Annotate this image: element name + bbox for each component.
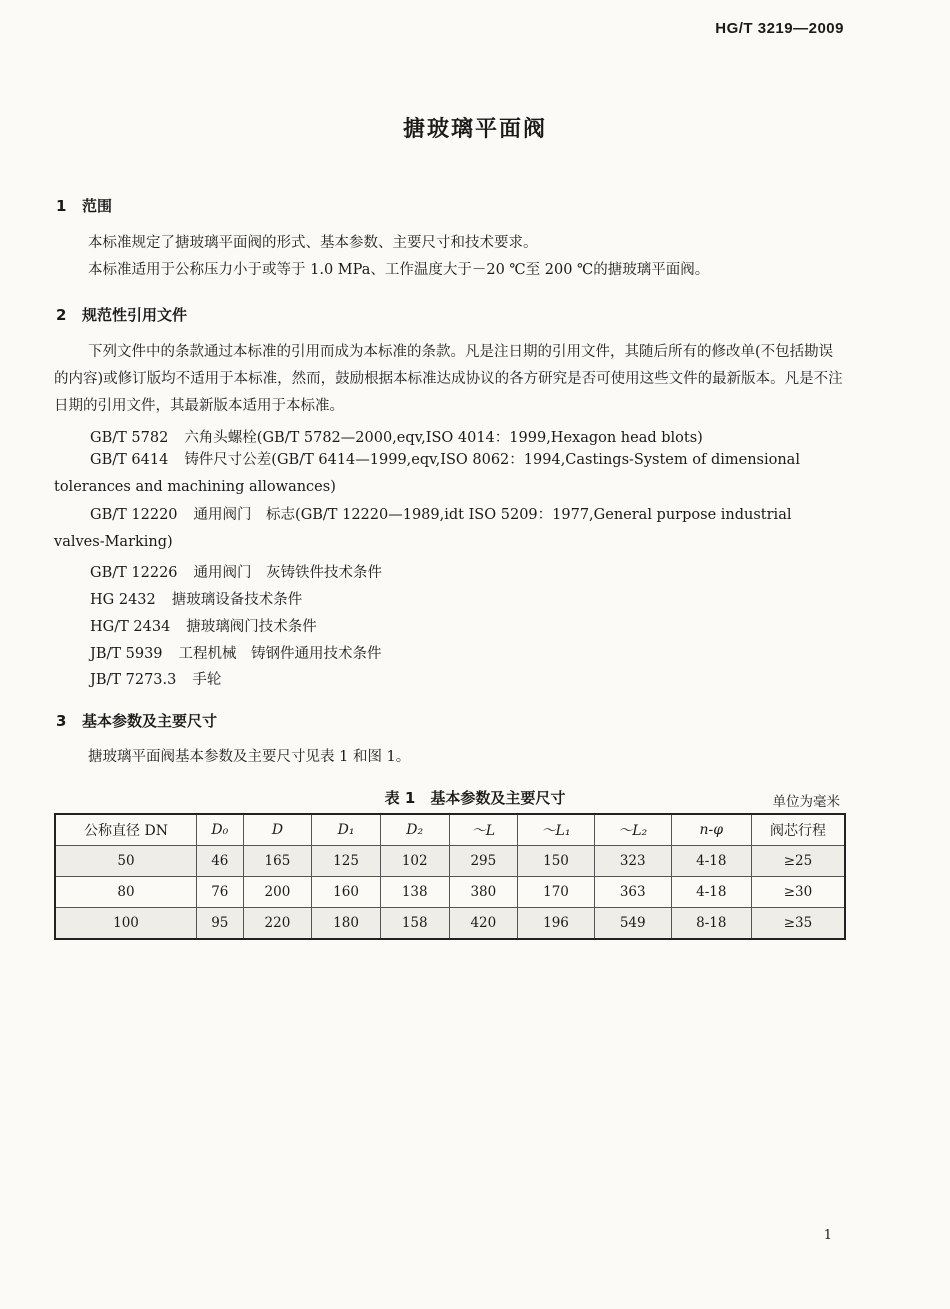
reference-item xyxy=(90,561,382,582)
table-cell: 295 xyxy=(449,846,518,877)
table-cell: 196 xyxy=(518,908,595,940)
table-cell: 100 xyxy=(55,908,197,940)
table-cell: 4-18 xyxy=(671,877,751,908)
table-cell: 46 xyxy=(197,846,244,877)
column-header: D₂ xyxy=(380,814,449,846)
column-header: ～L xyxy=(449,814,518,846)
table-cell: ≥35 xyxy=(752,908,846,940)
reference-code: HG/T 2434 xyxy=(90,619,171,635)
reference-item xyxy=(90,642,382,663)
table-cell: ≥30 xyxy=(752,877,846,908)
column-header: D₀ xyxy=(197,814,244,846)
table-cell: 80 xyxy=(55,877,197,908)
table-cell: 102 xyxy=(380,846,449,877)
section-title: 范围 xyxy=(82,197,113,215)
table-cell: 50 xyxy=(55,846,197,877)
reference-title: 手轮 xyxy=(192,672,222,688)
column-header: ～L₁ xyxy=(518,814,595,846)
table-caption: 表 1 基本参数及主要尺寸 xyxy=(384,789,566,807)
table-cell: 160 xyxy=(312,877,381,908)
column-header: D xyxy=(243,814,312,846)
standard-code: HG/T 3219—2009 xyxy=(715,20,844,37)
table-cell: 8-18 xyxy=(671,908,751,940)
table-cell: 220 xyxy=(243,908,312,940)
section-title: 规范性引用文件 xyxy=(82,306,188,324)
reference-item xyxy=(54,447,846,501)
table-cell: 380 xyxy=(449,877,518,908)
reference-item xyxy=(90,668,221,689)
section-number: 1 xyxy=(56,197,67,215)
paragraph: 下列文件中的条款通过本标准的引用而成为本标准的条款。凡是注日期的引用文件，其随后所有的修改单(不包括勘误的内容)或修订版均不适用于本标准，然而，鼓励根据本标准达成协议的各方研究是否可使用这些文件的最新版本。凡是不注日期的引用文件，其最新版本适用于本标准。 xyxy=(54,344,843,414)
reference-code: HG 2432 xyxy=(90,592,156,608)
section-2-heading xyxy=(56,304,187,325)
table-cell: 4-18 xyxy=(671,846,751,877)
section-3-heading xyxy=(56,710,217,731)
reference-title: 工程机械 铸钢件通用技术条件 xyxy=(178,646,382,662)
table-header-row xyxy=(55,814,845,846)
page-number: 1 xyxy=(823,1228,832,1243)
table-cell: 420 xyxy=(449,908,518,940)
table-row xyxy=(55,877,845,908)
table-cell: 363 xyxy=(594,877,671,908)
reference-title: 搪玻璃设备技术条件 xyxy=(171,592,303,608)
table-cell: 170 xyxy=(518,877,595,908)
column-header: D₁ xyxy=(312,814,381,846)
reference-title: 通用阀门 标志(GB/T 12220—1989,idt ISO 5209：1977,General purpose industrial valves-Marking) xyxy=(54,507,792,550)
section-1-heading xyxy=(56,195,112,216)
reference-code: GB/T 5782 xyxy=(90,430,169,446)
table-cell: 180 xyxy=(312,908,381,940)
table-cell: 165 xyxy=(243,846,312,877)
table-cell: 76 xyxy=(197,877,244,908)
table-cell: 95 xyxy=(197,908,244,940)
table-cell: 549 xyxy=(594,908,671,940)
reference-code: JB/T 5939 xyxy=(90,646,163,662)
reference-title: 铸件尺寸公差(GB/T 6414—1999,eqv,ISO 8062：1994,Castings-System of dimensional tolerances and machining allowances) xyxy=(54,452,800,495)
table-cell: 323 xyxy=(594,846,671,877)
column-header: 公称直径 DN xyxy=(55,814,197,846)
reference-title: 通用阀门 灰铸铁件技术条件 xyxy=(193,565,383,581)
reference-code: GB/T 12220 xyxy=(90,507,178,523)
paragraph: 搪玻璃平面阀基本参数及主要尺寸见表 1 和图 1。 xyxy=(88,749,411,765)
reference-title: 搪玻璃阀门技术条件 xyxy=(186,619,317,635)
reference-item xyxy=(54,502,846,556)
reference-code: GB/T 12226 xyxy=(90,565,178,581)
section-title: 基本参数及主要尺寸 xyxy=(82,712,218,730)
table-cell: 125 xyxy=(312,846,381,877)
paragraph: 本标准适用于公称压力小于或等于 1.0 MPa、工作温度大于－20 ℃至 200 ℃的搪玻璃平面阀。 xyxy=(88,262,710,278)
reference-item xyxy=(90,426,703,447)
reference-item xyxy=(90,615,317,636)
section-number: 3 xyxy=(56,712,67,730)
paragraph: 本标准规定了搪玻璃平面阀的形式、基本参数、主要尺寸和技术要求。 xyxy=(88,235,538,251)
table-unit: 单位为毫米 xyxy=(772,794,840,810)
reference-item xyxy=(90,588,302,609)
table-cell: 138 xyxy=(380,877,449,908)
reference-code: GB/T 6414 xyxy=(90,452,169,468)
column-header: ～L₂ xyxy=(594,814,671,846)
document-title: 搪玻璃平面阀 xyxy=(402,117,547,142)
table-cell: 200 xyxy=(243,877,312,908)
reference-code: JB/T 7273.3 xyxy=(90,672,177,688)
table-cell: 158 xyxy=(380,908,449,940)
section-number: 2 xyxy=(56,306,67,324)
table-cell: ≥25 xyxy=(752,846,846,877)
table-row xyxy=(55,908,845,940)
parameters-table xyxy=(54,813,846,940)
column-header: n-φ xyxy=(671,814,751,846)
table-row xyxy=(55,846,845,877)
reference-title: 六角头螺栓(GB/T 5782—2000,eqv,ISO 4014：1999,Hexagon head blots) xyxy=(184,430,703,446)
column-header: 阀芯行程 xyxy=(752,814,846,846)
table-cell: 150 xyxy=(518,846,595,877)
